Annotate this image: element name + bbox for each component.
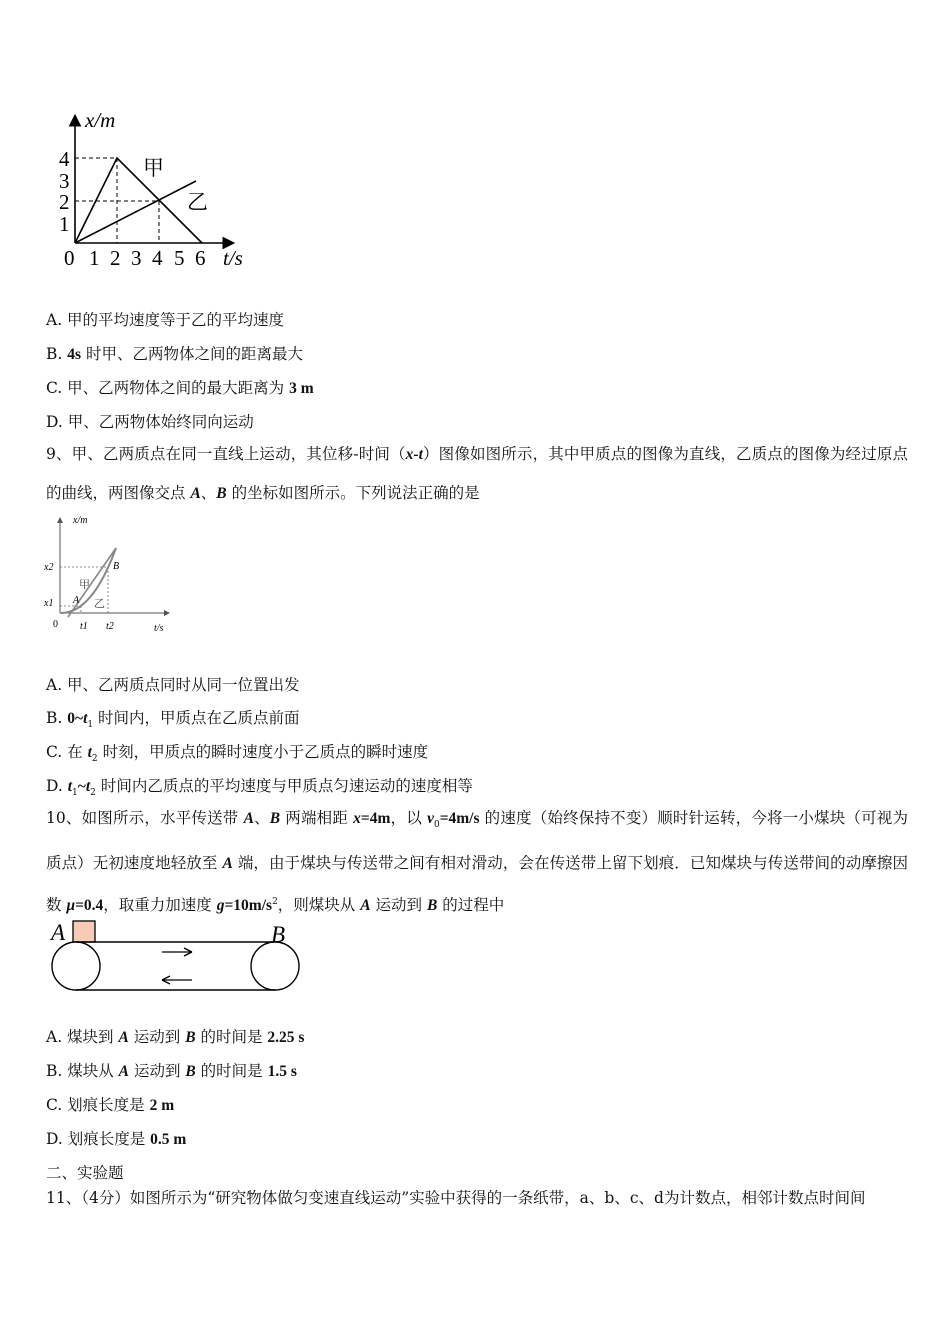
- q9-stem: 9、甲、乙两质点在同一直线上运动，其位移-时间（x-t）图像如图所示，其中甲质点的图像为直线，乙质点的图像为经过原点的曲线，两图像交点 A、B 的坐标如图所示。下列说法正确的是: [46, 445, 908, 502]
- fig2-y-axis-label: x/m: [73, 515, 88, 526]
- fig2-point-b: B: [113, 561, 120, 572]
- fig1-x-tick: 3: [131, 246, 142, 270]
- fig1-y-axis-label: x/m: [85, 108, 116, 132]
- coal-block: [73, 921, 95, 942]
- arrow-left-icon: [162, 976, 192, 984]
- fig2-t2-label: t2: [106, 621, 114, 632]
- fig3-label-b: B: [271, 922, 286, 947]
- fig2-x2-label: x2: [44, 562, 54, 573]
- fig2-origin-label: 0: [53, 619, 58, 630]
- fig1-x-tick: 5: [174, 246, 185, 270]
- fig1-y-tick: 2: [59, 190, 70, 214]
- q10-option-c: C. 划痕长度是 2 m: [46, 1096, 175, 1114]
- figure-1-xt-graph: [46, 105, 266, 275]
- fig2-label-jia: 甲: [79, 579, 90, 591]
- arrow-right-icon: [162, 948, 192, 956]
- fig1-y-tick: 1: [59, 212, 70, 236]
- q10-stem: 10、如图所示，水平传送带 A、B 两端相距 x=4m，以 $v_0=4m/s$ 的速度（始终保持不变）顺时针运转，今将一小煤块（可视为质点）无初速度地轻放至 A 端，由于煤块与传送带之间有相对滑动，会在传送带上留下划痕．已知煤块与传送带间的动摩擦因数 μ=0.4，取重力加速度 $g=10m/s^2$，则煤块从 A 运动到 B 的过程中: [46, 809, 908, 915]
- fig1-x-tick: 2: [110, 246, 121, 270]
- fig2-x-axis-label: t/s: [154, 623, 164, 634]
- fig1-label-yi: 乙: [187, 190, 208, 214]
- fig1-y-tick: 3: [59, 169, 70, 193]
- fig1-x-tick: 6: [195, 246, 206, 270]
- q10-option-a: A. 煤块到 A 运动到 B 的时间是 2.25 s: [46, 1028, 305, 1046]
- pulley-left: [52, 942, 100, 990]
- figure-3-conveyor-belt: [46, 918, 306, 998]
- q8-option-c: C. 甲、乙两物体之间的最大距离为 3 m: [46, 379, 314, 397]
- q9-option-a: A. 甲、乙两质点同时从同一位置出发: [46, 676, 300, 694]
- q10-option-b: B. 煤块从 A 运动到 B 的时间是 1.5 s: [46, 1062, 297, 1080]
- q8-option-b: B. 4s 时甲、乙两物体之间的距离最大: [46, 345, 303, 363]
- section-heading: 二、实验题: [46, 1164, 124, 1182]
- fig3-label-a: A: [51, 920, 66, 945]
- q9-option-c: C. 在 $t_2$ 时刻，甲质点的瞬时速度小于乙质点的瞬时速度: [46, 743, 429, 765]
- fig2-line-jia: [68, 548, 116, 617]
- fig1-origin-label: 0: [64, 246, 75, 270]
- fig2-label-yi: 乙: [94, 598, 105, 610]
- fig1-x-tick: 4: [152, 246, 163, 270]
- q11-stem: 11、（4分）如图所示为“研究物体做匀变速直线运动”实验中获得的一条纸带，a、b、c、d为计数点，相邻计数点时间间: [46, 1189, 866, 1207]
- fig2-point-a: A: [73, 595, 80, 606]
- fig1-y-tick: 4: [59, 147, 70, 171]
- q9-option-b: B. $0\sim t_1$ 时间内，甲质点在乙质点前面: [46, 709, 300, 731]
- fig1-x-axis-label: t/s: [223, 246, 243, 270]
- fig1-line-yi: [75, 181, 196, 243]
- figure-2-xt-graph: [44, 510, 174, 640]
- fig2-x1-label: x1: [44, 598, 54, 609]
- pulley-right: [251, 942, 299, 990]
- q10-option-d: D. 划痕长度是 0.5 m: [46, 1130, 187, 1148]
- q8-option-a: A. 甲的平均速度等于乙的平均速度: [46, 311, 285, 329]
- fig2-t1-label: t1: [80, 621, 88, 632]
- fig1-x-tick: 1: [89, 246, 100, 270]
- q8-option-d: D. 甲、乙两物体始终同向运动: [46, 413, 254, 431]
- fig1-label-jia: 甲: [143, 156, 164, 180]
- q9-option-d: D. $t_1\sim t_2$ 时间内乙质点的平均速度与甲质点匀速运动的速度相等: [46, 777, 473, 799]
